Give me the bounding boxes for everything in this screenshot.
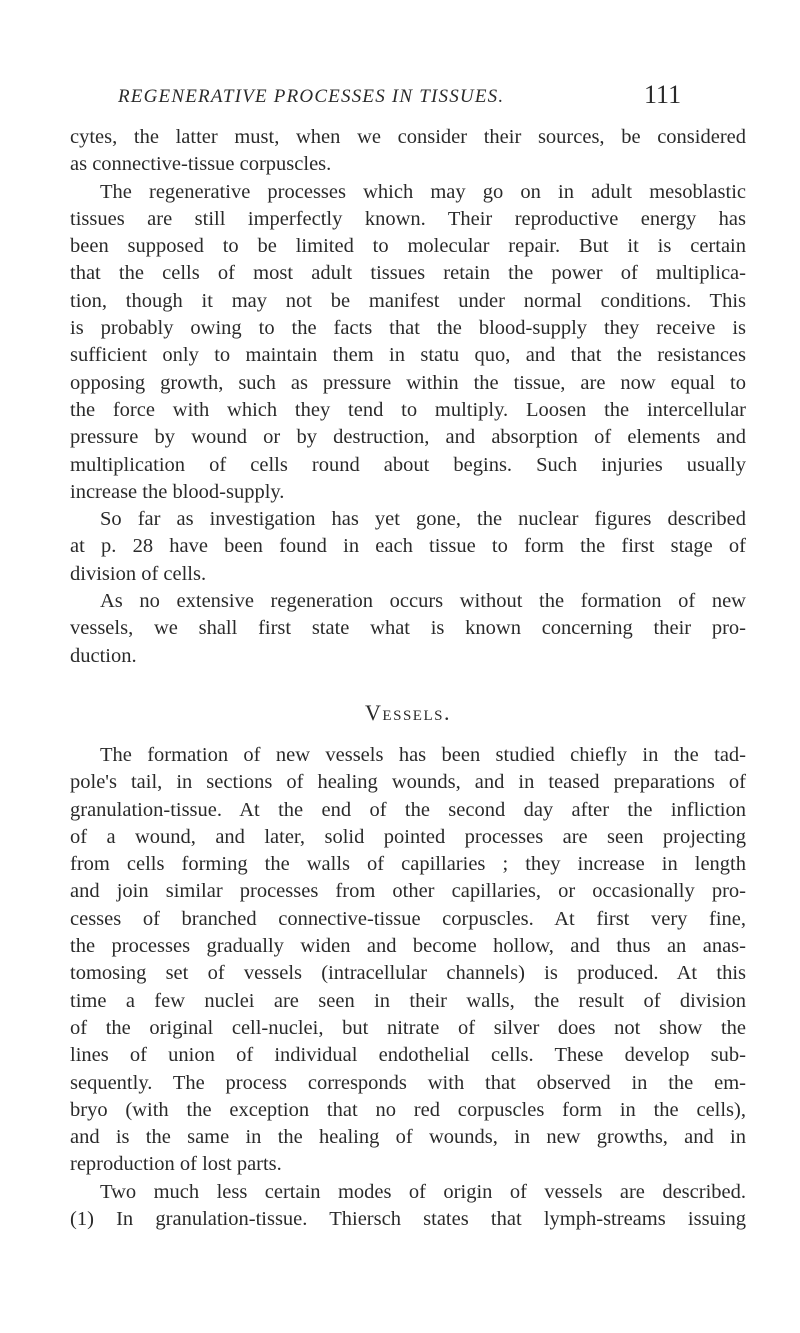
page-number: 111 bbox=[644, 80, 682, 109]
text-line: pressure by wound or by destruction, and absorption of elements and bbox=[70, 426, 746, 449]
paragraph bbox=[70, 124, 746, 179]
text-line: cesses of branched connective-tissue corpuscles. At first very fine, bbox=[70, 907, 746, 930]
text-line: tomosing set of vessels (intracellular channels) is produced. At this bbox=[70, 962, 746, 985]
text-line: granulation-tissue. At the end of the second day after the infliction bbox=[70, 798, 746, 821]
paragraph bbox=[70, 1179, 746, 1234]
paragraph bbox=[70, 179, 746, 507]
paragraph bbox=[70, 506, 746, 588]
paragraph bbox=[70, 742, 746, 1179]
running-title: REGENERATIVE PROCESSES IN TISSUES. bbox=[118, 86, 505, 107]
text-line: pole's tail, in sections of healing wounds, and in teased preparations of bbox=[70, 771, 746, 794]
paragraph bbox=[70, 588, 746, 670]
text-line: The formation of new vessels has been studied chiefly in the tad- bbox=[100, 743, 746, 766]
text-line: cytes, the latter must, when we consider their sources, be considered bbox=[70, 126, 746, 148]
text-line: division of cells. bbox=[70, 562, 207, 585]
text-line: the force with which they tend to multiply. Loosen the intercellular bbox=[70, 398, 746, 421]
text-line: As no extensive regeneration occurs without the formation of new bbox=[100, 590, 746, 613]
text-line: as connective-tissue corpuscles. bbox=[70, 153, 332, 176]
text-line: of a wound, and later, solid pointed processes are seen projecting bbox=[70, 825, 746, 848]
text-line: vessels, we shall first state what is known concerning their pro- bbox=[70, 617, 746, 640]
text-line: from cells forming the walls of capillaries ; they increase in length bbox=[70, 853, 746, 876]
text-line: sequently. The process corresponds with that observed in the em- bbox=[70, 1071, 746, 1094]
text-line: reproduction of lost parts. bbox=[70, 1153, 282, 1176]
text-line: Two much less certain modes of origin of vessels are described. bbox=[100, 1180, 746, 1203]
text-line: So far as investigation has yet gone, the nuclear figures described bbox=[100, 508, 746, 531]
text-line: of the original cell-nuclei, but nitrate of silver does not show the bbox=[70, 1016, 746, 1039]
text-line: sufficient only to maintain them in statu quo, and that the resistances bbox=[70, 344, 746, 367]
running-head bbox=[0, 70, 800, 110]
text-line: bryo (with the exception that no red corpuscles form in the cells), bbox=[70, 1098, 746, 1121]
text-line: The regenerative processes which may go on in adult mesoblastic bbox=[100, 180, 746, 203]
text-line: multiplication of cells round about begins. Such injuries usually bbox=[70, 453, 746, 476]
text-line: been supposed to be limited to molecular repair. But it is certain bbox=[70, 235, 746, 258]
text-line: (1) In granulation-tissue. Thiersch states that lymph-streams issuing bbox=[70, 1207, 746, 1230]
body-text bbox=[70, 124, 746, 1233]
text-line: at p. 28 have been found in each tissue to form the first stage of bbox=[70, 535, 746, 558]
section-heading: Vessels. bbox=[365, 699, 451, 725]
text-line: tissues are still imperfectly known. Their reproductive energy has bbox=[70, 207, 746, 230]
text-line: the processes gradually widen and become hollow, and thus an anas- bbox=[70, 935, 746, 958]
text-line: lines of union of individual endothelial cells. These develop sub- bbox=[70, 1044, 746, 1067]
spacer bbox=[70, 670, 746, 688]
text-line: time a few nuclei are seen in their walls, the result of division bbox=[70, 989, 746, 1012]
section-heading-block bbox=[70, 688, 746, 742]
text-line: opposing growth, such as pressure within the tissue, are now equal to bbox=[70, 371, 746, 394]
text-line: increase the blood-supply. bbox=[70, 480, 285, 503]
text-line: and join similar processes from other capillaries, or occasionally pro- bbox=[70, 880, 746, 903]
text-line: is probably owing to the facts that the blood-supply they receive is bbox=[70, 317, 746, 340]
text-line: that the cells of most adult tissues retain the power of multiplica- bbox=[70, 262, 746, 285]
text-line: and is the same in the healing of wounds, in new growths, and in bbox=[70, 1126, 746, 1149]
text-line: duction. bbox=[70, 644, 137, 667]
text-line: tion, though it may not be manifest under normal conditions. This bbox=[70, 289, 746, 312]
